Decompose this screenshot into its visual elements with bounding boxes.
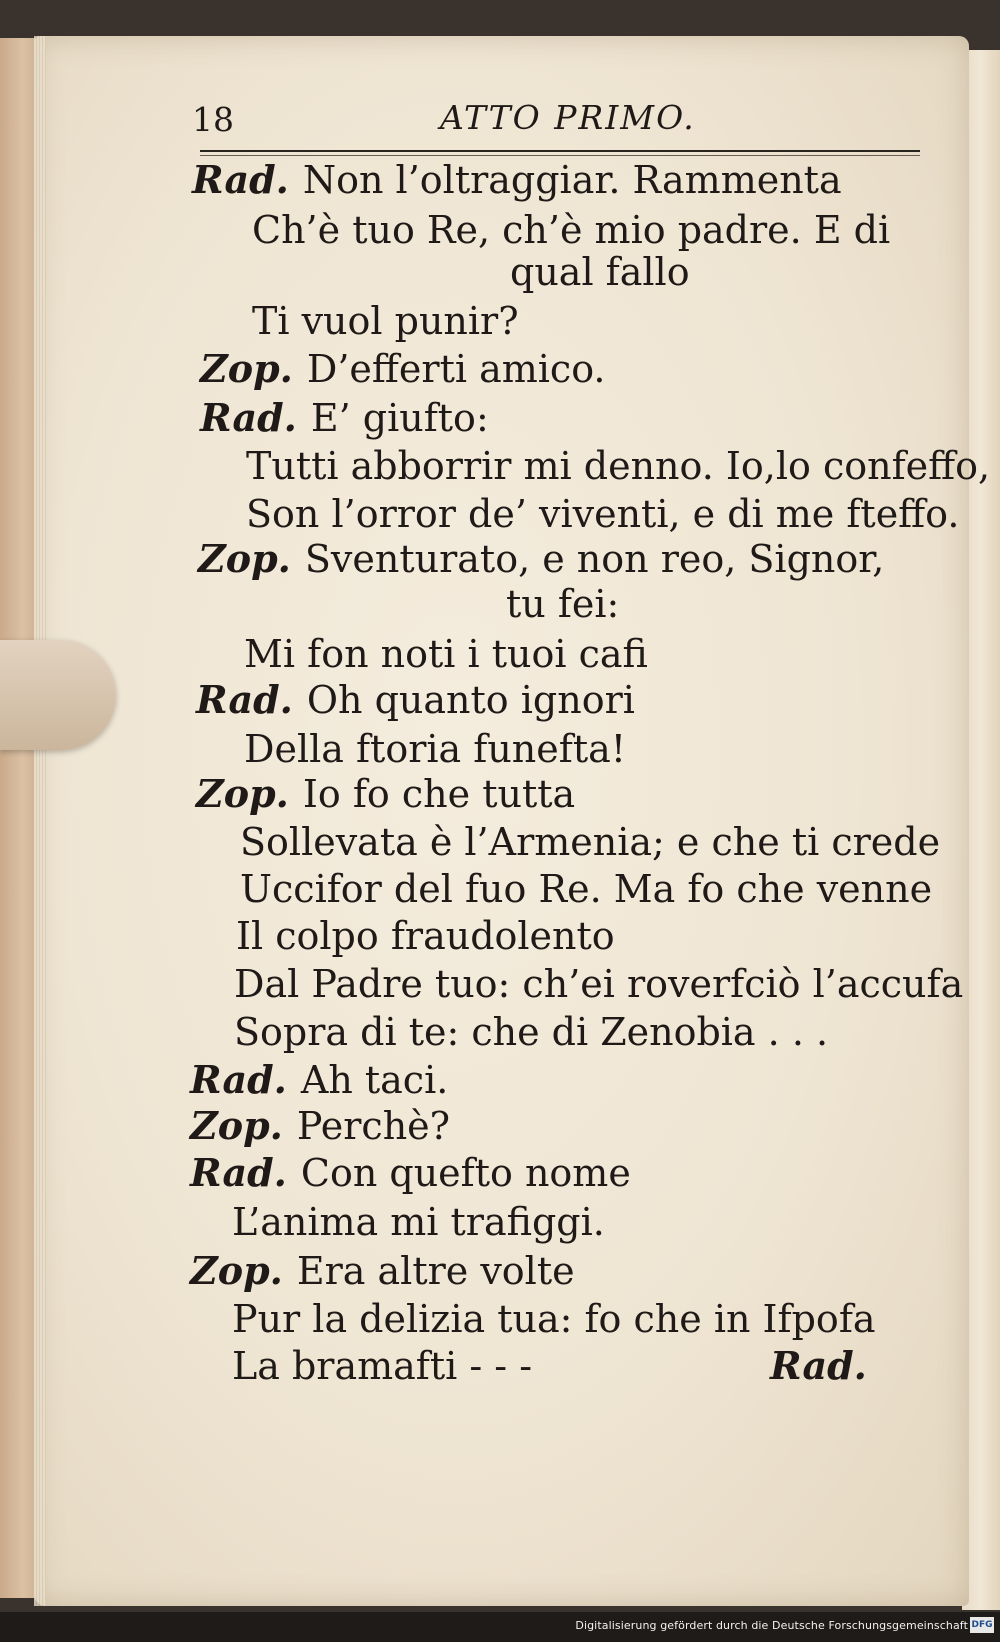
verse-line bbox=[252, 299, 519, 343]
verse-line bbox=[234, 1010, 828, 1054]
line-text: Era altre volte bbox=[296, 1249, 575, 1293]
bookmark-tab bbox=[0, 640, 116, 750]
verse-line bbox=[510, 250, 690, 294]
speaker-label: Zop. bbox=[190, 1103, 283, 1148]
line-text: Tutti abborrir mi denno. Io,lo confeffo, bbox=[246, 444, 991, 488]
line-text: Non l’oltraggiar. Rammenta bbox=[302, 158, 842, 202]
line-text: L’anima mi trafiggi. bbox=[232, 1200, 605, 1244]
line-text: Io fo che tutta bbox=[302, 772, 576, 816]
speaker-label: Rad. bbox=[190, 1150, 287, 1195]
line-text: Sopra di te: che di Zenobia . . . bbox=[234, 1010, 829, 1054]
speaker-label: Rad. bbox=[190, 1057, 287, 1102]
line-text: tu fei: bbox=[506, 582, 620, 626]
speaker-label: Zop. bbox=[200, 346, 293, 391]
speaker-label: Rad. bbox=[192, 157, 289, 202]
verse-line bbox=[198, 537, 884, 581]
verse-line bbox=[232, 1344, 532, 1388]
digitization-credit: Digitalisierung gefördert durch die Deutsche Forschungsgemeinschaft bbox=[575, 1619, 968, 1632]
left-cover-edge bbox=[0, 38, 38, 1598]
line-text: Ah taci. bbox=[300, 1058, 449, 1102]
verse-line bbox=[236, 914, 615, 958]
running-head: ATTO PRIMO. bbox=[440, 98, 696, 137]
line-text: E’ giufto: bbox=[310, 396, 489, 440]
line-text: Con quefto nome bbox=[300, 1151, 631, 1195]
line-text: Dal Padre tuo: ch’ei roverfciò l’accufa bbox=[234, 962, 964, 1006]
verse-line bbox=[190, 1249, 575, 1293]
line-text: La bramafti - - - bbox=[232, 1344, 533, 1388]
line-text: Son l’orror de’ viventi, e di me fteffo. bbox=[246, 492, 960, 536]
verse-line bbox=[200, 347, 606, 391]
speaker-label: Zop. bbox=[198, 536, 291, 581]
verse-line bbox=[246, 492, 959, 536]
verse-line bbox=[252, 208, 890, 252]
verse-line bbox=[506, 582, 619, 626]
verse-line bbox=[196, 678, 635, 722]
line-text: Pur la delizia tua: fo che in Ifpofa bbox=[232, 1297, 876, 1341]
line-text: D’efferti amico. bbox=[306, 347, 606, 391]
speaker-label: Rad. bbox=[196, 677, 293, 722]
verse-line bbox=[190, 1058, 448, 1102]
line-text: Della ftoria funefta! bbox=[244, 727, 627, 771]
line-text: Ti vuol punir? bbox=[252, 299, 519, 343]
line-text: Uccifor del fuo Re. Ma fo che venne bbox=[240, 867, 933, 911]
line-text: Sollevata è l’Armenia; e che ti crede bbox=[240, 820, 941, 864]
header-rule bbox=[200, 150, 920, 152]
line-text: Perchè? bbox=[296, 1104, 451, 1148]
line-text: Oh quanto ignori bbox=[306, 678, 635, 722]
line-text: Sventurato, e non reo, Signor, bbox=[304, 537, 885, 581]
line-text: qual fallo bbox=[510, 250, 690, 294]
verse-line bbox=[232, 1200, 605, 1244]
line-text: Ch’è tuo Re, ch’è mio padre. E di bbox=[252, 208, 891, 252]
line-text: Mi fon noti i tuoi cafi bbox=[244, 632, 648, 676]
page-number: 18 bbox=[192, 100, 234, 139]
verse-line bbox=[240, 820, 940, 864]
line-text: Il colpo fraudolento bbox=[236, 914, 615, 958]
verse-line bbox=[240, 867, 932, 911]
header-rule-thin bbox=[200, 155, 920, 156]
verse-line bbox=[190, 1151, 631, 1195]
verse-line bbox=[200, 396, 489, 440]
page-stack-edges bbox=[34, 36, 46, 1606]
verse-line bbox=[244, 727, 626, 771]
verse-line bbox=[196, 772, 575, 816]
verse-line bbox=[234, 962, 963, 1006]
verse-line bbox=[244, 632, 648, 676]
catchword-text: Rad. bbox=[770, 1343, 867, 1388]
verse-line bbox=[190, 1104, 450, 1148]
verse-line bbox=[246, 444, 990, 488]
speaker-label: Zop. bbox=[196, 771, 289, 816]
speaker-label: Rad. bbox=[200, 395, 297, 440]
dfg-logo: DFG bbox=[970, 1617, 994, 1633]
speaker-label: Zop. bbox=[190, 1248, 283, 1293]
verse-line bbox=[232, 1297, 876, 1341]
verse-line bbox=[192, 158, 842, 202]
catchword bbox=[770, 1344, 881, 1388]
